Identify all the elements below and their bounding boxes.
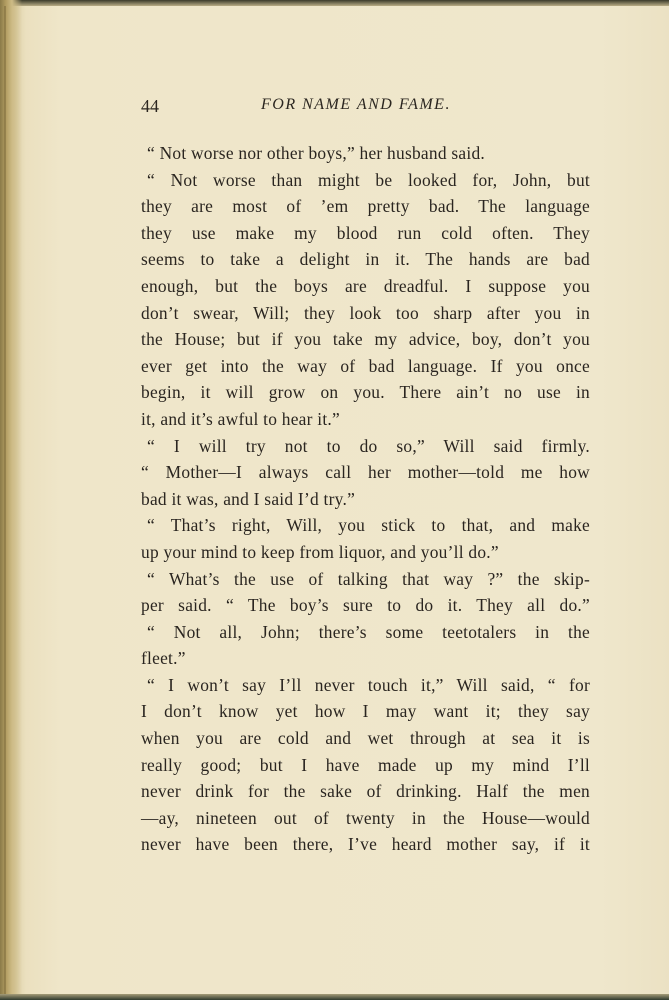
text-line: “ Not worse than might be looked for, John, but xyxy=(147,169,590,190)
text-line: don’t swear, Will; they look too sharp after you in xyxy=(141,302,590,323)
text-line: “ I will try not to do so,” Will said firmly. xyxy=(147,435,590,456)
text-line: “ I won’t say I’ll never touch it,” Will said, “ for xyxy=(147,674,590,695)
page-bottom-edge xyxy=(0,994,669,1000)
text-line: —ay, nineteen out of twenty in the House—would xyxy=(141,807,590,828)
text-line: “ Not worse nor other boys,” her husband said. xyxy=(147,143,485,163)
text-line: the House; but if you take my advice, boy, don’t you xyxy=(141,329,590,350)
text-line: when you are cold and wet through at sea it is xyxy=(141,728,590,749)
page-number: 44 xyxy=(141,96,159,116)
text-line: enough, but the boys are dreadful. I suppose you xyxy=(141,275,590,296)
binding-edge-line xyxy=(4,6,6,994)
running-title: FOR NAME AND FAME. xyxy=(261,96,451,113)
text-line: seems to take a delight in it. The hands are bad xyxy=(141,249,590,270)
text-line: per said. “ The boy’s sure to do it. They all do.” xyxy=(141,595,590,616)
body-text xyxy=(141,140,590,858)
text-line: it, and it’s awful to hear it.” xyxy=(141,408,340,429)
text-line: “ What’s the use of talking that way ?” the skip- xyxy=(147,568,590,589)
text-line: never drink for the sake of drinking. Half the men xyxy=(141,781,590,802)
text-line: up your mind to keep from liquor, and you’ll do.” xyxy=(141,541,499,562)
text-line: ever get into the way of bad language. If you once xyxy=(141,355,590,376)
text-line: really good; but I have made up my mind I’ll xyxy=(141,754,590,775)
text-line: bad it was, and I said I’d try.” xyxy=(141,488,356,509)
text-line: “ Mother—I always call her mother—told me how xyxy=(141,462,590,483)
text-line: begin, it will grow on you. There ain’t no use in xyxy=(141,382,590,403)
text-line: they are most of ’em pretty bad. The language xyxy=(141,196,590,217)
running-header xyxy=(141,96,591,120)
text-line: they use make my blood run cold often. They xyxy=(141,222,590,243)
page-top-edge xyxy=(0,0,669,6)
text-line: I don’t know yet how I may want it; they say xyxy=(141,701,590,722)
text-line: “ Not all, John; there’s some teetotalers in the xyxy=(147,621,590,642)
text-line: never have been there, I’ve heard mother say, if it xyxy=(141,834,590,855)
text-line: fleet.” xyxy=(141,648,186,669)
text-line: “ That’s right, Will, you stick to that, and make xyxy=(147,515,590,536)
